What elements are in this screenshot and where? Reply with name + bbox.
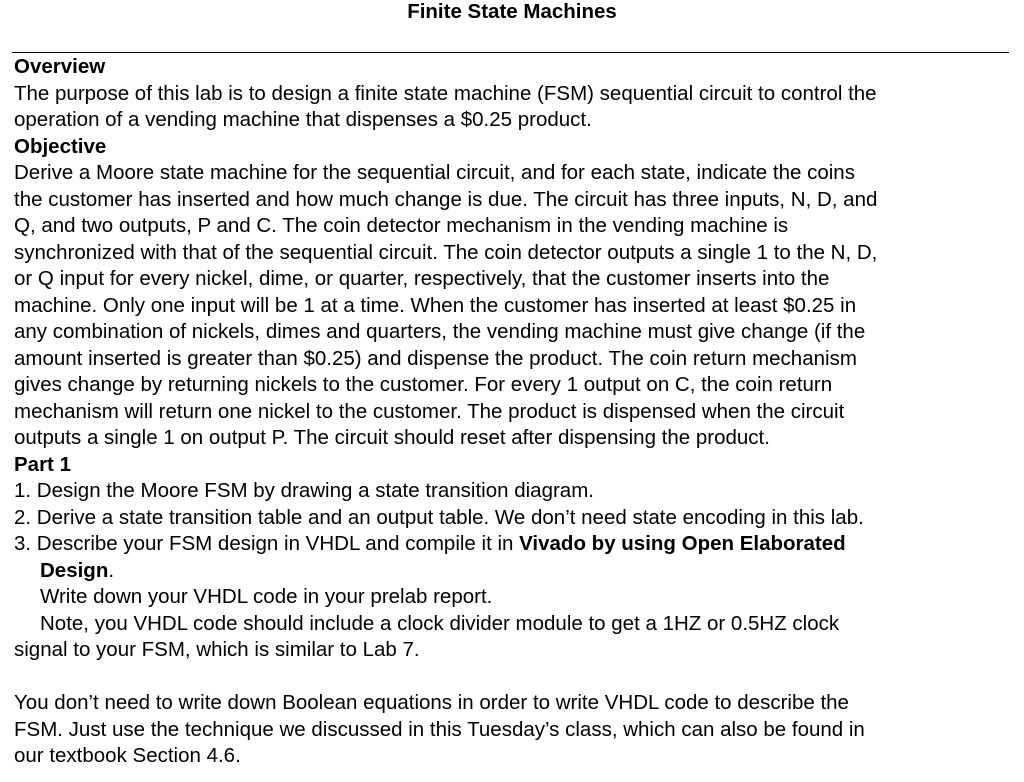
part1-item-3-period: . xyxy=(108,558,115,582)
overview-line-2: operation of a vending machine that dispenses a $0.25 product. xyxy=(14,108,592,131)
objective-line-7: any combination of nickels, dimes and quarters, the vending machine must give change (if the xyxy=(14,320,866,343)
part1-item-3-write: Write down your VHDL code in your prelab report. xyxy=(40,585,493,608)
objective-line-6: machine. Only one input will be 1 at a time. When the customer has inserted at least $0.25 in xyxy=(14,293,857,317)
closing-line-1: You don’t need to write down Boolean equations in order to write VHDL code to describe the xyxy=(14,691,849,714)
objective-line-11: outputs a single 1 on output P. The circuit should reset after dispensing the product. xyxy=(14,426,770,449)
part1-item-3-note-cont: signal to your FSM, which is similar to Lab 7. xyxy=(14,638,420,661)
part1-item-3-note: Note, you VHDL code should include a clock divider module to get a 1HZ or 0.5HZ clock xyxy=(40,611,840,635)
objective-line-5: or Q input for every nickel, dime, or quarter, respectively, that the customer inserts into the xyxy=(14,267,830,290)
closing-line-3: our textbook Section 4.6. xyxy=(14,744,241,767)
objective-line-4: synchronized with that of the sequential circuit. The coin detector outputs a single 1 to the N, D, xyxy=(14,240,878,264)
objective-line-1: Derive a Moore state machine for the sequential circuit, and for each state, indicate the coins xyxy=(14,161,855,184)
part1-item-3-bold: Vivado by using Open Elaborated xyxy=(519,532,846,555)
objective-heading: Objective xyxy=(14,134,107,158)
document-title: Finite State Machines xyxy=(407,0,617,23)
objective-line-9: gives change by returning nickels to the customer. For every 1 output on C, the coin return xyxy=(14,373,833,396)
part1-heading: Part 1 xyxy=(14,452,71,476)
overview-heading: Overview xyxy=(14,55,106,78)
objective-line-8: amount inserted is greater than $0.25) and dispense the product. The coin return mechanism xyxy=(14,346,857,370)
part1-item-3-prefix: 3. Describe your FSM design in VHDL and compile it in xyxy=(14,532,520,555)
overview-line-1: The purpose of this lab is to design a finite state machine (FSM) sequential circuit to control the xyxy=(14,81,877,105)
part1-item-1: 1. Design the Moore FSM by drawing a state transition diagram. xyxy=(14,479,594,502)
closing-line-2: FSM. Just use the technique we discussed in this Tuesday’s class, which can also be found in xyxy=(14,717,865,741)
part1-item-2: 2. Derive a state transition table and an output table. We don’t need state encoding in this lab. xyxy=(14,505,864,529)
part1-item-3 xyxy=(14,531,1014,558)
part1-item-3-bold-cont: Design xyxy=(40,558,109,582)
objective-line-3: Q, and two outputs, P and C. The coin detector mechanism in the vending machine is xyxy=(14,214,789,237)
blank-line xyxy=(14,664,1014,691)
document-body xyxy=(14,54,1014,770)
title-divider xyxy=(12,52,1009,53)
objective-line-10: mechanism will return one nickel to the customer. The product is dispensed when the circuit xyxy=(14,399,845,423)
part1-item-3-cont xyxy=(14,558,1014,585)
objective-line-2: the customer has inserted and how much change is due. The circuit has three inputs, N, D, and xyxy=(14,187,878,211)
